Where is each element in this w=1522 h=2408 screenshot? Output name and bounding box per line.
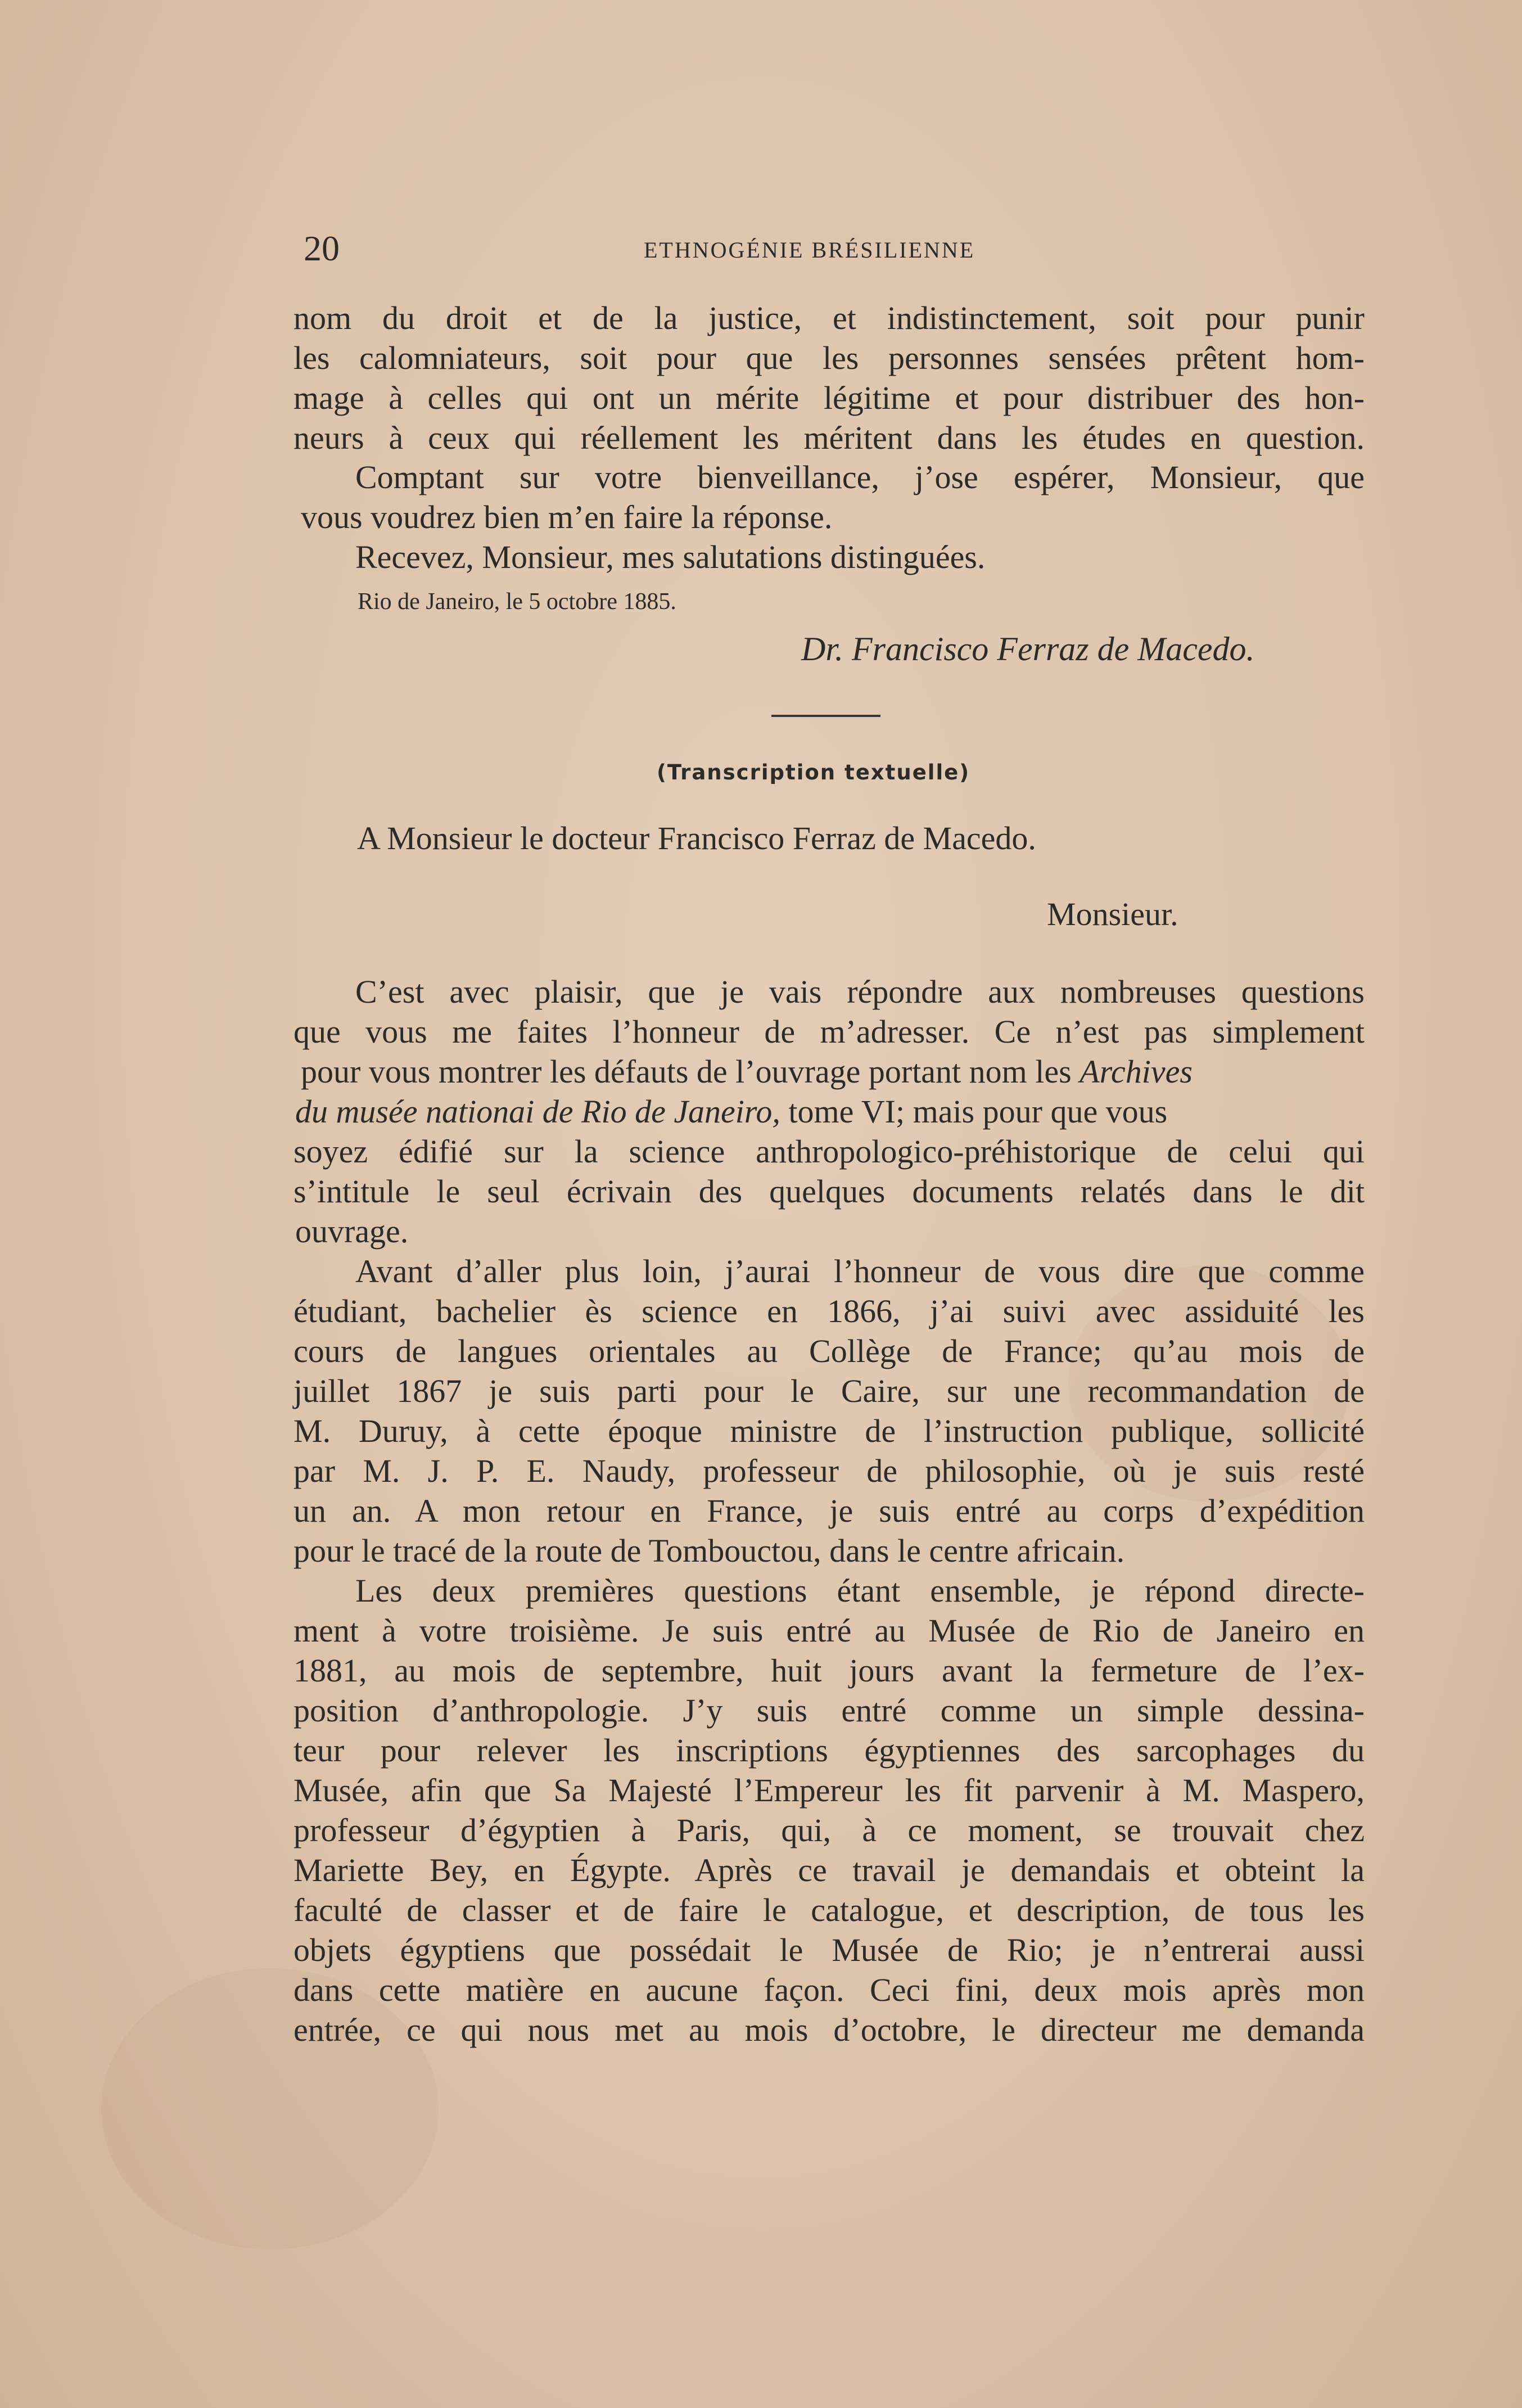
text-line: du musée nationai de Rio de Janeiro, tome VI; mais pour que vous [295,1093,1168,1130]
text-line: Les deux premières questions étant ensemble, je répond directe- [355,1572,1365,1609]
text-line: par M. J. P. E. Naudy, professeur de philosophie, où je suis resté [293,1453,1365,1489]
text-line: professeur d’égyptien à Paris, qui, à ce moment, se trouvait chez [293,1812,1365,1848]
page-number: 20 [304,228,340,268]
text-line: cours de langues orientales au Collège de France; qu’au mois de [293,1333,1365,1369]
text-line: 1881, au mois de septembre, huit jours avant la fermeture de l’ex- [293,1652,1365,1689]
signature: Dr. Francisco Ferraz de Macedo. [801,630,1255,668]
text-line: objets égyptiens que possédait le Musée de Rio; je n’entrerai aussi [293,1932,1365,1968]
address-line: A Monsieur le docteur Francisco Ferraz de Macedo. [357,820,1036,856]
text-line: les calomniateurs, soit pour que les personnes sensées prêtent hom- [293,340,1365,376]
text-line: Comptant sur votre bienveillance, j’ose espérer, Monsieur, que [355,459,1365,495]
page-header [304,228,1378,273]
text-line: soyez édifié sur la science anthropologico-préhistorique de celui qui [293,1133,1365,1170]
transcription-label: (Transcription textuelle) [657,760,970,784]
text-line: nom du droit et de la justice, et indistinctement, soit pour punir [293,300,1365,336]
text-line: un an. A mon retour en France, je suis entré au corps d’expédition [293,1492,1365,1529]
text-line: pour le tracé de la route de Tombouctou, dans le centre africain. [293,1532,1125,1569]
section-divider [771,715,880,717]
text-line: teur pour relever les inscriptions égyptiennes des sarcophages du [293,1732,1365,1769]
running-title: ETHNOGÉNIE BRÉSILIENNE [644,237,975,263]
text-line: C’est avec plaisir, que je vais répondre aux nombreuses questions [355,973,1365,1010]
text-line: position d’anthropologie. J’y suis entré comme un simple dessina- [293,1692,1365,1729]
text-line: Avant d’aller plus loin, j’aurai l’honneur de vous dire que comme [355,1253,1365,1289]
text-line: ment à votre troisième. Je suis entré au Musée de Rio de Janeiro en [293,1612,1365,1649]
text-line: M. Duruy, à cette époque ministre de l’instruction publique, sollicité [293,1413,1365,1449]
text-line: Mariette Bey, en Égypte. Après ce travail je demandais et obteint la [293,1852,1365,1888]
text-line: étudiant, bachelier ès science en 1866, j’ai suivi avec assiduité les [293,1293,1365,1329]
text-line: entrée, ce qui nous met au mois d’octobre, le directeur me demanda [293,2012,1365,2048]
salutation: Monsieur. [1047,896,1178,932]
text-line: neurs à ceux qui réellement les méritent dans les études en question. [293,420,1365,456]
text-line: vous voudrez bien m’en faire la réponse. [301,499,833,535]
dateline: Rio de Janeiro, le 5 octobre 1885. [358,589,676,615]
text-line: s’intitule le seul écrivain des quelques documents relatés dans le dit [293,1173,1365,1210]
text-line: ouvrage. [295,1213,409,1250]
text-line: que vous me faites l’honneur de m’adresser. Ce n’est pas simplement [293,1013,1365,1050]
italic-title: Archives [1080,1053,1193,1090]
text-line: juillet 1867 je suis parti pour le Caire, sur une recommandation de [293,1373,1365,1409]
text-line: faculté de classer et de faire le catalogue, et description, de tous les [293,1892,1365,1928]
text-line: dans cette matière en aucune façon. Ceci fini, deux mois après mon [293,1972,1365,2008]
text-line: Musée, afin que Sa Majesté l’Empereur les fit parvenir à M. Maspero, [293,1772,1365,1809]
text-line: pour vous montrer les défauts de l’ouvrage portant nom les Archives [301,1053,1193,1090]
closing-line: Recevez, Monsieur, mes salutations distinguées. [355,539,986,575]
text-line: mage à celles qui ont un mérite légitime et pour distribuer des hon- [293,380,1365,416]
